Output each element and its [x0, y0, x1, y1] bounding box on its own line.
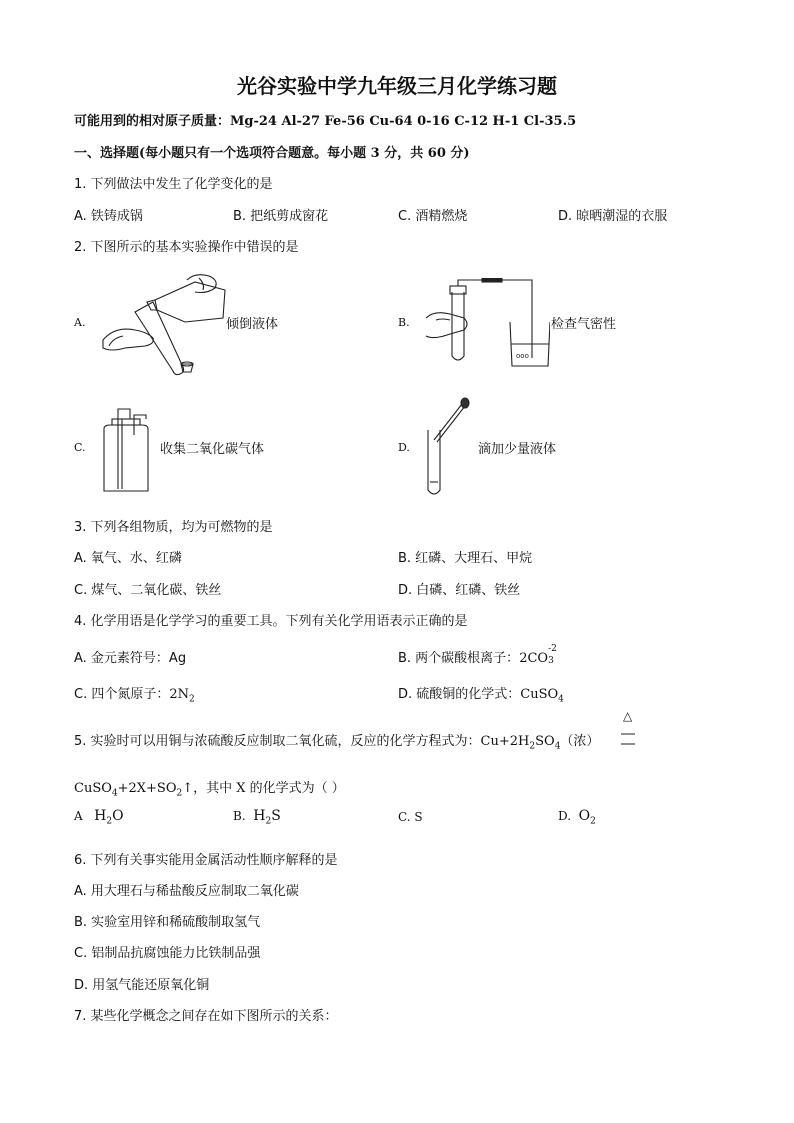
formula-base: H	[253, 808, 266, 824]
equals-sign	[620, 732, 636, 746]
q4-option-d-formula	[520, 687, 564, 705]
q2-option-b-caption: 检查气密性	[551, 317, 617, 332]
q4-option-d-label: D. 硫酸铜的化学式：	[398, 687, 521, 702]
formula-subscript: 2	[265, 816, 272, 827]
q4-option-c-label: C. 四个氮原子：	[74, 687, 170, 702]
eq-part: SO	[535, 734, 555, 749]
q2-option-c-letter: C.	[74, 441, 86, 454]
q5-option-d	[558, 808, 596, 826]
q3-option-a: A. 氧气、水、红磷	[74, 551, 182, 566]
q4-option-b	[398, 644, 557, 666]
q4-option-c	[74, 683, 195, 705]
q1-option-c: C. 酒精燃烧	[398, 209, 468, 224]
formula-base: CuSO	[520, 687, 559, 702]
q5-equation-left	[480, 734, 600, 752]
option-letter: C.	[398, 810, 411, 824]
q5-option-c	[398, 810, 423, 824]
q1-option-d: D. 晾晒潮湿的衣服	[558, 209, 668, 224]
formula-subscript: 2	[189, 694, 195, 705]
q6-option-b: B. 实验室用锌和稀硫酸制取氢气	[74, 915, 261, 930]
q2-option-a-letter: A.	[74, 316, 86, 329]
q1-option-b: B. 把纸剪成窗花	[233, 209, 329, 224]
formula-subscript: 2	[106, 816, 113, 827]
formula-base: 2N	[169, 687, 189, 702]
airtightness-check-illustration	[420, 278, 550, 368]
option-letter: A	[74, 809, 83, 823]
q5-option-b	[233, 808, 281, 826]
formula-superscript: -2	[548, 644, 557, 654]
page-title: 光谷实验中学九年级三月化学练习题	[237, 74, 557, 98]
eq-subscript: 2	[529, 741, 536, 752]
question-1-stem: 1. 下列做法中发生了化学变化的是	[74, 177, 273, 192]
q4-option-d	[398, 683, 564, 705]
formula-subscript: 4	[558, 694, 564, 705]
q2-option-a-caption: 倾倒液体	[226, 317, 279, 332]
question-6-stem: 6. 下列有关事实能用金属活动性顺序解释的是	[74, 853, 338, 868]
section-heading: 一、选择题(每小题只有一个选项符合题意。每小题 3 分，共 60 分)	[74, 146, 470, 161]
formula-rest: O	[112, 808, 124, 824]
q4-option-a: A. 金元素符号：Ag	[74, 651, 187, 666]
eq-part: CuSO	[74, 781, 112, 796]
q3-option-b: B. 红磷、大理石、甲烷	[398, 551, 533, 566]
q6-option-a: A. 用大理石与稀盐酸反应制取二氧化碳	[74, 884, 299, 899]
option-letter: B.	[233, 809, 246, 823]
q6-option-c: C. 铝制品抗腐蚀能力比铁制品强	[74, 946, 261, 961]
gas-bottle-illustration	[98, 405, 154, 495]
heat-mark: △	[623, 709, 633, 723]
question-2-stem: 2. 下图所示的基本实验操作中错误的是	[74, 240, 299, 255]
formula-base: 2CO	[519, 651, 549, 666]
q2-option-b-letter: B.	[398, 316, 410, 329]
formula-base: H	[94, 808, 107, 824]
q3-option-d: D. 白磷、红磷、铁丝	[398, 583, 521, 598]
dropper-illustration	[420, 396, 470, 500]
eq-subscript: 4	[554, 741, 561, 752]
eq-part: ↑，其中 X 的化学式为（ ）	[182, 781, 345, 796]
q1-option-a: A. 铁铸成锅	[74, 209, 143, 224]
q4-option-c-formula	[169, 687, 195, 705]
eq-subscript: 4	[111, 788, 118, 799]
formula-base: O	[578, 808, 591, 824]
formula-subscript: 3	[548, 656, 554, 666]
q6-option-d: D. 用氢气能还原氧化铜	[74, 978, 210, 993]
question-7-stem: 7. 某些化学概念之间存在如下图所示的关系：	[74, 1009, 338, 1024]
q4-option-b-formula	[519, 644, 557, 666]
q5-equation-right	[74, 777, 345, 799]
pour-liquid-illustration	[95, 272, 230, 377]
q5-option-a	[74, 808, 124, 826]
formula-base: S	[414, 810, 423, 824]
formula-subscript: 2	[590, 816, 596, 827]
q2-option-d-letter: D.	[398, 441, 410, 454]
formula-rest: S	[271, 808, 281, 824]
eq-part: Cu+2H	[480, 734, 530, 749]
eq-subscript: 2	[176, 788, 183, 799]
q2-option-d-caption: 滴加少量液体	[478, 442, 557, 457]
q2-option-c-caption: 收集二氧化碳气体	[160, 442, 265, 457]
option-letter: D.	[558, 809, 572, 823]
question-4-stem: 4. 化学用语是化学学习的重要工具。下列有关化学用语表示正确的是	[74, 614, 468, 629]
q3-option-c: C. 煤气、二氧化碳、铁丝	[74, 583, 222, 598]
question-3-stem: 3. 下列各组物质，均为可燃物的是	[74, 520, 273, 535]
eq-part: +2X+SO	[117, 781, 177, 796]
q4-option-b-label: B. 两个碳酸根离子：	[398, 651, 520, 666]
atomic-masses: 可能用到的相对原子质量：Mg-24 Al-27 Fe-56 Cu-64 0-16 C-12 H-1 Cl-35.5	[74, 114, 577, 129]
question-5-stem	[74, 730, 599, 752]
q5-stem-text: 5. 实验时可以用铜与浓硫酸反应制取二氧化硫，反应的化学方程式为：	[74, 734, 481, 749]
svg-text:ooo: ooo	[516, 352, 529, 360]
eq-part: （浓）	[560, 734, 600, 749]
